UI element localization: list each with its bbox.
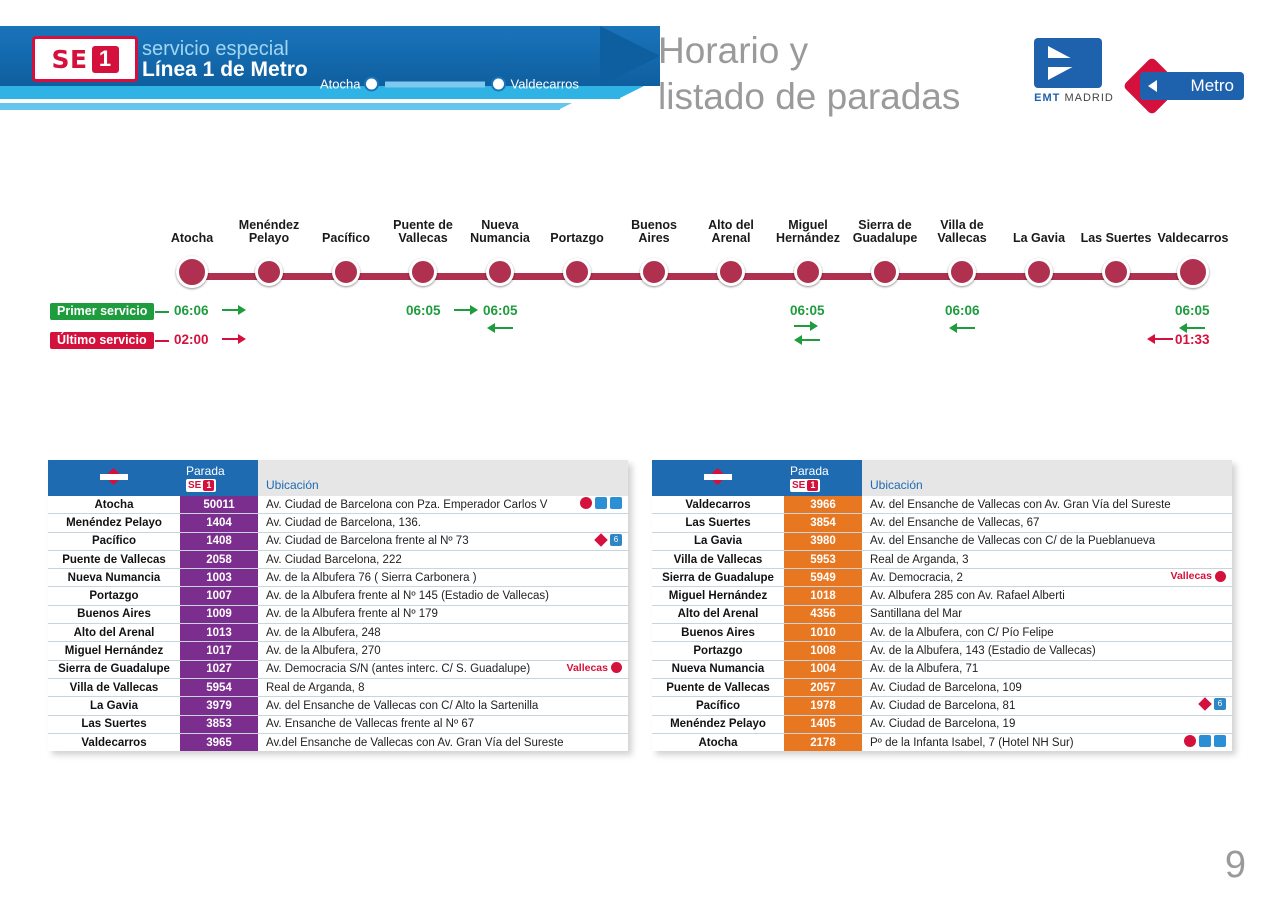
stop-location-text: Av. Albufera 285 con Av. Rafael Alberti: [870, 590, 1065, 603]
stop-location-cell: [258, 642, 628, 660]
stop-name-cell: La Gavia: [48, 697, 180, 715]
page-title-line-2: listado de paradas: [658, 76, 961, 117]
route-stop-label: Menéndez Pelayo: [238, 218, 300, 245]
table-header-se-text: SE: [792, 479, 806, 491]
table-header-se-num: 1: [203, 480, 214, 491]
stop-name-cell: Puente de Vallecas: [652, 678, 784, 696]
stop-name-cell: Buenos Aires: [48, 605, 180, 623]
vallecas-dot-icon: [611, 662, 622, 673]
table-row: [48, 532, 628, 550]
stop-location-cell: [862, 569, 1232, 587]
stop-code-cell: 2178: [784, 733, 862, 751]
stop-code-cell: 3965: [180, 733, 258, 751]
table-header-row: [652, 460, 1232, 496]
stop-code-cell: 2057: [784, 678, 862, 696]
stop-code-cell: 1017: [180, 642, 258, 660]
stop-location-cell: [258, 514, 628, 532]
table-row: [652, 697, 1232, 715]
stop-location-text: Av. Ciudad de Barcelona frente al Nº 73: [266, 535, 469, 548]
stop-name-cell: Nueva Numancia: [652, 660, 784, 678]
stop-code-cell: 1408: [180, 532, 258, 550]
stop-location-text: Av.del Ensanche de Vallecas con Av. Gran Vía del Sureste: [266, 736, 564, 749]
line-6-icon: 6: [1214, 698, 1226, 710]
stop-location-text: Av. Ciudad de Barcelona, 81: [870, 699, 1016, 712]
first-service-label: Primer servicio: [50, 303, 154, 320]
stop-location-cell: [258, 624, 628, 642]
stop-location-text: Av. de la Albufera, 248: [266, 626, 381, 639]
table-row: [652, 550, 1232, 568]
table-row: [48, 624, 628, 642]
stop-location-text: Av. de la Albufera 76 ( Sierra Carbonera ): [266, 571, 477, 584]
transfer-icons: [595, 534, 622, 546]
stop-location-text: Real de Arganda, 8: [266, 681, 365, 694]
stop-name-cell: Sierra de Guadalupe: [48, 660, 180, 678]
stop-name-cell: Menéndez Pelayo: [652, 715, 784, 733]
stop-name-cell: Villa de Vallecas: [48, 678, 180, 696]
header-cyan-tip-secondary: [558, 103, 572, 110]
stops-table-outbound-grid: [48, 460, 628, 751]
mini-route-origin: Atocha: [320, 76, 361, 92]
table-header-se-badge: [186, 479, 216, 492]
header-subtitle-small: servicio especial: [142, 38, 289, 60]
table-header-se-text: SE: [188, 479, 202, 491]
table-row: [48, 678, 628, 696]
header-blue-tip: [600, 26, 660, 86]
last-service-time: 01:33: [1175, 332, 1210, 347]
stop-code-cell: 4356: [784, 605, 862, 623]
last-service-connector: [155, 340, 169, 342]
metro-arrow-icon: [1148, 80, 1157, 92]
table-row: [652, 660, 1232, 678]
stop-location-cell: [862, 733, 1232, 751]
stop-location-text: Av. de la Albufera frente al Nº 179: [266, 608, 438, 621]
page-title-line-1: Horario y: [658, 30, 809, 71]
table-row: [48, 514, 628, 532]
route-stop-dot: [486, 258, 514, 286]
line-6-icon: 6: [610, 534, 622, 546]
stop-location-cell: [862, 496, 1232, 514]
stops-table-return-body: [652, 496, 1232, 751]
table-row: [652, 605, 1232, 623]
table-row: [48, 605, 628, 623]
last-service-label: Último servicio: [50, 332, 154, 349]
stop-location-text: Real de Arganda, 3: [870, 553, 969, 566]
metro-diamond-icon: [594, 533, 608, 547]
stop-location-cell: [258, 715, 628, 733]
stops-table-outbound-body: [48, 496, 628, 751]
stop-code-cell: 3966: [784, 496, 862, 514]
stop-code-cell: 3853: [180, 715, 258, 733]
table-row: [48, 587, 628, 605]
stop-location-cell: [258, 496, 628, 514]
bus-icon: [610, 497, 622, 509]
stops-table-return: [652, 460, 1232, 751]
header-subtitle-big: Línea 1 de Metro: [142, 58, 308, 81]
stop-code-cell: 1978: [784, 697, 862, 715]
service-badge-number: 1: [92, 46, 119, 73]
table-header-ubicacion: Ubicación: [862, 460, 1232, 496]
service-badge-text: SE: [51, 44, 88, 74]
route-stop-label: Puente de Vallecas: [393, 218, 453, 245]
first-service-time: 06:05: [1175, 303, 1210, 318]
stop-location-cell: [862, 532, 1232, 550]
stop-location-cell: [862, 678, 1232, 696]
stop-location-text: Av. Democracia S/N (antes interc. C/ S. Guadalupe): [266, 663, 531, 676]
table-row: [652, 733, 1232, 751]
mini-route-destination-dot: [491, 77, 506, 92]
emt-logo-text: [1026, 92, 1122, 104]
table-header-metro-logo: [652, 460, 784, 496]
stop-code-cell: 5949: [784, 569, 862, 587]
route-stop-dot: [1177, 256, 1209, 288]
header-cyan-tip: [618, 86, 644, 99]
stop-location-text: Av. de la Albufera, 143 (Estadio de Vallecas): [870, 645, 1096, 658]
first-service-time: 06:06: [945, 303, 980, 318]
stop-location-cell: [862, 587, 1232, 605]
stop-name-cell: Sierra de Guadalupe: [652, 569, 784, 587]
stop-name-cell: Miguel Hernández: [48, 642, 180, 660]
table-header-metro-logo: [48, 460, 180, 496]
vallecas-tag: [567, 662, 622, 674]
route-stop-dot: [1102, 258, 1130, 286]
stop-name-cell: Pacífico: [48, 532, 180, 550]
first-service-time: 06:05: [790, 303, 825, 318]
stop-name-cell: La Gavia: [652, 532, 784, 550]
table-header-ubicacion: Ubicación: [258, 460, 628, 496]
stop-location-cell: [862, 642, 1232, 660]
first-service-time: 06:05: [406, 303, 441, 318]
first-service-connector: [155, 311, 169, 313]
table-row: [652, 496, 1232, 514]
stop-location-text: Av. Ensanche de Vallecas frente al Nº 67: [266, 718, 475, 731]
stop-location-text: Av. de la Albufera frente al Nº 145 (Estadio de Vallecas): [266, 590, 549, 603]
stop-code-cell: 1405: [784, 715, 862, 733]
metro-logo-text: Metro: [1190, 76, 1234, 95]
stop-location-cell: [258, 660, 628, 678]
emt-logo-name: EMT: [1034, 92, 1061, 104]
first-service-time: 06:05: [483, 303, 518, 318]
stop-name-cell: Puente de Vallecas: [48, 550, 180, 568]
emt-logo: [1026, 38, 1122, 116]
table-row: [48, 642, 628, 660]
stop-code-cell: 5953: [784, 550, 862, 568]
stop-code-cell: 1004: [784, 660, 862, 678]
stop-location-cell: [258, 697, 628, 715]
stop-location-text: Av. de la Albufera, con C/ Pío Felipe: [870, 626, 1054, 639]
stop-location-cell: [258, 532, 628, 550]
route-stop-label: Portazgo: [550, 231, 604, 245]
stop-code-cell: 1010: [784, 624, 862, 642]
stop-code-cell: 1008: [784, 642, 862, 660]
stops-table-outbound: [48, 460, 628, 751]
route-stop-label: Sierra de Guadalupe: [852, 218, 918, 245]
stop-location-text: Av. del Ensanche de Vallecas, 67: [870, 516, 1040, 529]
stop-name-cell: Portazgo: [48, 587, 180, 605]
mini-route-line: [385, 81, 485, 87]
table-row: [48, 569, 628, 587]
stop-code-cell: 1009: [180, 605, 258, 623]
table-header-se-num: 1: [807, 480, 818, 491]
stop-code-cell: 2058: [180, 550, 258, 568]
route-stop-dot: [332, 258, 360, 286]
stop-location-cell: [862, 605, 1232, 623]
stop-name-cell: Atocha: [698, 736, 738, 749]
stop-location-text: Av. Ciudad Barcelona, 222: [266, 553, 402, 566]
table-row: [652, 514, 1232, 532]
stop-code-cell: 3979: [180, 697, 258, 715]
bus-icon: [1214, 735, 1226, 747]
vallecas-tag-label: Vallecas: [566, 661, 608, 674]
metro-mini-icon: [701, 469, 735, 485]
stop-location-text: Av. de la Albufera, 270: [266, 645, 381, 658]
table-row: [48, 660, 628, 678]
stop-location-text: Av. de la Albufera, 71: [870, 663, 979, 676]
table-row: [652, 642, 1232, 660]
stop-name-cell: Valdecarros: [652, 496, 784, 514]
table-header-parada: [180, 460, 258, 496]
stop-location-cell: [862, 697, 1232, 715]
table-header-row: [48, 460, 628, 496]
metro-icon: [580, 497, 592, 509]
route-stop-dot: [176, 256, 208, 288]
stop-location-text: Santillana del Mar: [870, 608, 963, 621]
table-header-parada-label: Parada: [186, 463, 225, 478]
metro-diamond-icon: [1198, 697, 1212, 711]
table-row: [652, 532, 1232, 550]
route-stop-dot: [871, 258, 899, 286]
route-stop-label: Miguel Hernández: [776, 218, 840, 245]
route-stop-label: Las Suertes: [1080, 231, 1152, 245]
stop-location-text: Pº de la Infanta Isabel, 7 (Hotel NH Sur): [870, 736, 1074, 749]
stop-code-cell: 1013: [180, 624, 258, 642]
stop-name-cell: Valdecarros: [81, 736, 147, 749]
stop-location-cell: [258, 733, 628, 751]
stop-name-cell: Portazgo: [652, 642, 784, 660]
stop-name-cell: Menéndez Pelayo: [48, 514, 180, 532]
stop-location-text: Av. del Ensanche de Vallecas con C/ de la Pueblanueva: [870, 535, 1156, 548]
stop-name-cell: Miguel Hernández: [652, 587, 784, 605]
table-row: [652, 715, 1232, 733]
service-badge: [32, 36, 138, 82]
stop-location-cell: [258, 605, 628, 623]
route-diagram: [0, 215, 1280, 355]
table-header-parada: [784, 460, 862, 496]
vallecas-dot-icon: [1215, 571, 1226, 582]
route-stop-label: Buenos Aires: [631, 218, 677, 245]
table-row: [652, 678, 1232, 696]
stop-name-cell: Nueva Numancia: [48, 569, 180, 587]
mini-route-destination: Valdecarros: [510, 76, 579, 92]
route-stop-dot: [948, 258, 976, 286]
table-row: [48, 733, 628, 751]
stop-location-cell: [258, 550, 628, 568]
emt-logo-city: MADRID: [1064, 92, 1114, 104]
page-header: [0, 26, 1280, 117]
table-header-se-badge: [790, 479, 820, 492]
route-stop-label: Valdecarros: [1157, 231, 1229, 245]
route-stop-label: Nueva Numancia: [470, 218, 530, 245]
transfer-icons: [1184, 735, 1226, 747]
route-stop-label: Alto del Arenal: [708, 218, 754, 245]
metro-logo: [1126, 60, 1254, 116]
page-number: 9: [1224, 844, 1246, 886]
stop-location-cell: [862, 715, 1232, 733]
stop-location-cell: [862, 660, 1232, 678]
table-row: [48, 715, 628, 733]
table-row: [652, 624, 1232, 642]
stop-location-text: Av. Democracia, 2: [870, 571, 963, 584]
route-stop-dot: [409, 258, 437, 286]
stop-location-cell: [862, 624, 1232, 642]
stop-code-cell: 1007: [180, 587, 258, 605]
table-header-parada-label: Parada: [790, 463, 829, 478]
stop-name-cell: Pacífico: [652, 697, 784, 715]
stop-code-cell: 3854: [784, 514, 862, 532]
route-stop-label: Atocha: [170, 231, 214, 245]
vallecas-tag: [1171, 570, 1226, 582]
transfer-icons: [1199, 698, 1226, 710]
route-stop-dot: [640, 258, 668, 286]
table-row: [652, 587, 1232, 605]
route-stop-dot: [717, 258, 745, 286]
stop-location-cell: [258, 569, 628, 587]
route-stop-dot: [563, 258, 591, 286]
route-stop-dot: [1025, 258, 1053, 286]
cercanias-icon: [1199, 735, 1211, 747]
route-stop-label: La Gavia: [1012, 231, 1066, 245]
route-stop-label: Villa de Vallecas: [937, 218, 987, 245]
stop-location-text: Av. Ciudad de Barcelona, 136.: [266, 516, 421, 529]
stop-location-cell: [862, 550, 1232, 568]
stop-name-cell: Atocha: [48, 496, 180, 514]
stop-code-cell: 3980: [784, 532, 862, 550]
stop-code-cell: 1027: [180, 660, 258, 678]
stop-name-cell: Las Suertes: [652, 514, 784, 532]
stop-location-cell: [258, 587, 628, 605]
table-row: [652, 569, 1232, 587]
stop-code-cell: 1404: [180, 514, 258, 532]
table-row: [48, 697, 628, 715]
stop-name-cell: Las Suertes: [48, 715, 180, 733]
stop-name-cell: Alto del Arenal: [48, 624, 180, 642]
metro-icon: [1184, 735, 1196, 747]
header-cyan-band-secondary: [0, 103, 560, 110]
route-stop: [1133, 215, 1253, 288]
stops-table-return-grid: [652, 460, 1232, 751]
stop-location-text: Av. Ciudad de Barcelona, 19: [870, 718, 1016, 731]
table-row: [48, 496, 628, 514]
stop-location-cell: [258, 678, 628, 696]
stop-name-cell: Alto del Arenal: [652, 605, 784, 623]
route-stop-dot: [794, 258, 822, 286]
first-service-time: 06:06: [174, 303, 209, 318]
transfer-icons: [580, 497, 622, 509]
route-stop-dot: [255, 258, 283, 286]
mini-route-origin-dot: [364, 77, 379, 92]
stop-code-cell: 1018: [784, 587, 862, 605]
stop-location-text: Av. Ciudad de Barcelona, 109: [870, 681, 1022, 694]
page-title: [658, 28, 960, 120]
stop-location-text: Av. del Ensanche de Vallecas con Av. Gran Vía del Sureste: [870, 498, 1171, 511]
table-row: [48, 550, 628, 568]
cercanias-icon: [595, 497, 607, 509]
stop-location-text: Av. Ciudad de Barcelona con Pza. Emperador Carlos V: [266, 498, 548, 511]
stop-name-cell: Buenos Aires: [652, 624, 784, 642]
emt-arrow-icon: [1034, 38, 1102, 88]
stop-code-cell: 1003: [180, 569, 258, 587]
vallecas-tag-label: Vallecas: [1170, 570, 1212, 583]
stop-location-cell: [862, 514, 1232, 532]
stop-location-text: Av. del Ensanche de Vallecas con C/ Alto la Sartenilla: [266, 699, 539, 712]
stop-code-cell: 5954: [180, 678, 258, 696]
mini-route-indicator: [320, 77, 579, 92]
stop-name-cell: Villa de Vallecas: [652, 550, 784, 568]
metro-logo-bar: [1140, 72, 1244, 100]
metro-mini-icon: [97, 469, 131, 485]
stop-code-cell: 50011: [180, 496, 258, 514]
last-service-time: 02:00: [174, 332, 209, 347]
route-stop-label: Pacífico: [322, 231, 370, 245]
